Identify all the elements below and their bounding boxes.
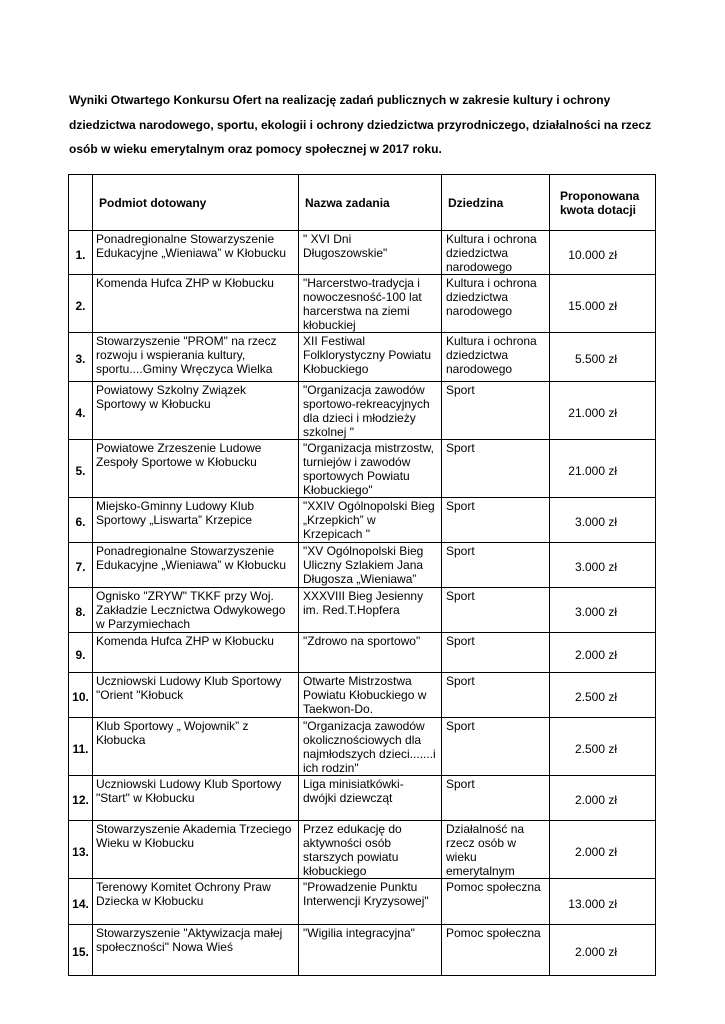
row-number: 10. xyxy=(69,673,93,718)
row-dziedzina: Sport xyxy=(442,543,550,588)
row-kwota: 3.000 zł xyxy=(550,588,656,633)
row-kwota: 21.000 zł xyxy=(550,440,656,498)
row-kwota: 2.000 zł xyxy=(550,633,656,673)
row-dziedzina: Kultura i ochrona dziedzictwa narodowego xyxy=(442,333,550,382)
row-nazwa: Liga minisiatkówki-dwójki dziewcząt xyxy=(299,776,442,821)
row-nazwa: XXXVIII Bieg Jesienny im. Red.T.Hopfera xyxy=(299,588,442,633)
row-kwota: 21.000 zł xyxy=(550,382,656,440)
row-number: 11. xyxy=(69,718,93,776)
row-kwota: 10.000 zł xyxy=(550,231,656,275)
row-dziedzina: Kultura i ochrona dziedzictwa narodowego xyxy=(442,275,550,333)
table-row xyxy=(69,440,656,498)
row-dziedzina: Działalność na rzecz osób w wieku emerytalnym xyxy=(442,821,550,879)
row-number: 12. xyxy=(69,776,93,821)
row-podmiot: Ponadregionalne Stowarzyszenie Edukacyjne „Wieniawa” w Kłobucku xyxy=(93,543,299,588)
row-kwota: 2.000 zł xyxy=(550,776,656,821)
row-dziedzina: Sport xyxy=(442,776,550,821)
row-podmiot: Ponadregionalne Stowarzyszenie Edukacyjne „Wieniawa” w Kłobucku xyxy=(93,231,299,275)
table-row xyxy=(69,776,656,821)
header-dziedzina: Dziedzina xyxy=(442,175,550,231)
row-dziedzina: Sport xyxy=(442,718,550,776)
row-dziedzina: Sport xyxy=(442,633,550,673)
row-nazwa: "Organizacja mistrzostw, turniejów i zawodów sportowych Powiatu Kłobuckiego" xyxy=(299,440,442,498)
row-number: 15. xyxy=(69,925,93,976)
row-kwota: 2.000 zł xyxy=(550,821,656,879)
table-row xyxy=(69,275,656,333)
row-podmiot: Klub Sportowy „ Wojownik” z Kłobucka xyxy=(93,718,299,776)
table-row xyxy=(69,925,656,976)
table-row xyxy=(69,333,656,382)
row-podmiot: Uczniowski Ludowy Klub Sportowy "Start" w Kłobucku xyxy=(93,776,299,821)
table-row xyxy=(69,588,656,633)
row-number: 4. xyxy=(69,382,93,440)
row-dziedzina: Kultura i ochrona dziedzictwa narodowego xyxy=(442,231,550,275)
row-kwota: 15.000 zł xyxy=(550,275,656,333)
row-dziedzina: Sport xyxy=(442,440,550,498)
results-table xyxy=(68,174,656,976)
row-kwota: 13.000 zł xyxy=(550,879,656,925)
row-nazwa: Otwarte Mistrzostwa Powiatu Kłobuckiego w Taekwon-Do. xyxy=(299,673,442,718)
header-num xyxy=(69,175,93,231)
row-number: 7. xyxy=(69,543,93,588)
header-kwota: Proponowana kwota dotacji xyxy=(550,175,656,231)
row-kwota: 3.000 zł xyxy=(550,543,656,588)
row-nazwa: "XXIV Ogólnopolski Bieg „Krzepkich” w Krzepicach " xyxy=(299,498,442,543)
row-podmiot: Uczniowski Ludowy Klub Sportowy "Orient "Kłobuck xyxy=(93,673,299,718)
row-nazwa: "Wigilia integracyjna" xyxy=(299,925,442,976)
table-row xyxy=(69,673,656,718)
row-podmiot: Powiatowy Szkolny Związek Sportowy w Kłobucku xyxy=(93,382,299,440)
row-dziedzina: Pomoc społeczna xyxy=(442,879,550,925)
table-row xyxy=(69,821,656,879)
table-row xyxy=(69,382,656,440)
row-kwota: 5.500 zł xyxy=(550,333,656,382)
row-podmiot: Miejsko-Gminny Ludowy Klub Sportowy „Liswarta” Krzepice xyxy=(93,498,299,543)
document-title: Wyniki Otwartego Konkursu Ofert na realizację zadań publicznych w zakresie kultury i ochrony dziedzictwa narodowego, sportu, ekologii i ochrony dziedzictwa przyrodniczego, działalności na rzecz osób w wieku emerytalnym oraz pomocy społecznej w 2017 roku. xyxy=(69,93,652,156)
row-kwota: 2.500 zł xyxy=(550,718,656,776)
row-dziedzina: Sport xyxy=(442,382,550,440)
row-podmiot: Komenda Hufca ZHP w Kłobucku xyxy=(93,633,299,673)
row-nazwa: XII Festiwal Folklorystyczny Powiatu Kłobuckiego xyxy=(299,333,442,382)
row-kwota: 2.000 zł xyxy=(550,925,656,976)
row-nazwa: Przez edukację do aktywności osób starszych powiatu kłobuckiego xyxy=(299,821,442,879)
row-number: 8. xyxy=(69,588,93,633)
table-row xyxy=(69,633,656,673)
row-number: 3. xyxy=(69,333,93,382)
row-number: 6. xyxy=(69,498,93,543)
row-nazwa: "Prowadzenie Punktu Interwencji Kryzysowej" xyxy=(299,879,442,925)
row-podmiot: Stowarzyszenie "PROM" na rzecz rozwoju i wspierania kultury, sportu....Gminy Wręczyca Wielka xyxy=(93,333,299,382)
row-podmiot: Powiatowe Zrzeszenie Ludowe Zespoły Sportowe w Kłobucku xyxy=(93,440,299,498)
row-dziedzina: Sport xyxy=(442,498,550,543)
row-number: 2. xyxy=(69,275,93,333)
row-podmiot: Komenda Hufca ZHP w Kłobucku xyxy=(93,275,299,333)
row-number: 14. xyxy=(69,879,93,925)
table-row xyxy=(69,718,656,776)
row-nazwa: " XVI Dni Długoszowskie" xyxy=(299,231,442,275)
table-row xyxy=(69,879,656,925)
row-nazwa: "Zdrowo na sportowo" xyxy=(299,633,442,673)
row-dziedzina: Pomoc społeczna xyxy=(442,925,550,976)
header-podmiot: Podmiot dotowany xyxy=(93,175,299,231)
table-header-row xyxy=(69,175,656,231)
row-podmiot: Ognisko "ZRYW" TKKF przy Woj. Zakładzie Lecznictwa Odwykowego w Parzymiechach xyxy=(93,588,299,633)
row-nazwa: "Organizacja zawodów okolicznościowych dla najmłodszych dzieci.......i ich rodzin" xyxy=(299,718,442,776)
row-dziedzina: Sport xyxy=(442,588,550,633)
row-nazwa: "Harcerstwo-tradycja i nowoczesność-100 lat harcerstwa na ziemi kłobuckiej xyxy=(299,275,442,333)
row-number: 5. xyxy=(69,440,93,498)
row-dziedzina: Sport xyxy=(442,673,550,718)
header-nazwa: Nazwa zadania xyxy=(299,175,442,231)
table-row xyxy=(69,543,656,588)
row-number: 13. xyxy=(69,821,93,879)
row-podmiot: Stowarzyszenie "Aktywizacja małej społeczności" Nowa Wieś xyxy=(93,925,299,976)
row-kwota: 3.000 zł xyxy=(550,498,656,543)
row-nazwa: "XV Ogólnopolski Bieg Uliczny Szlakiem Jana Długosza „Wieniawa” xyxy=(299,543,442,588)
row-number: 9. xyxy=(69,633,93,673)
row-podmiot: Stowarzyszenie Akademia Trzeciego Wieku w Kłobucku xyxy=(93,821,299,879)
row-kwota: 2.500 zł xyxy=(550,673,656,718)
row-nazwa: "Organizacja zawodów sportowo-rekreacyjnych dla dzieci i młodzieży szkolnej " xyxy=(299,382,442,440)
row-podmiot: Terenowy Komitet Ochrony Praw Dziecka w Kłobucku xyxy=(93,879,299,925)
table-row xyxy=(69,498,656,543)
row-number: 1. xyxy=(69,231,93,275)
table-row xyxy=(69,231,656,275)
